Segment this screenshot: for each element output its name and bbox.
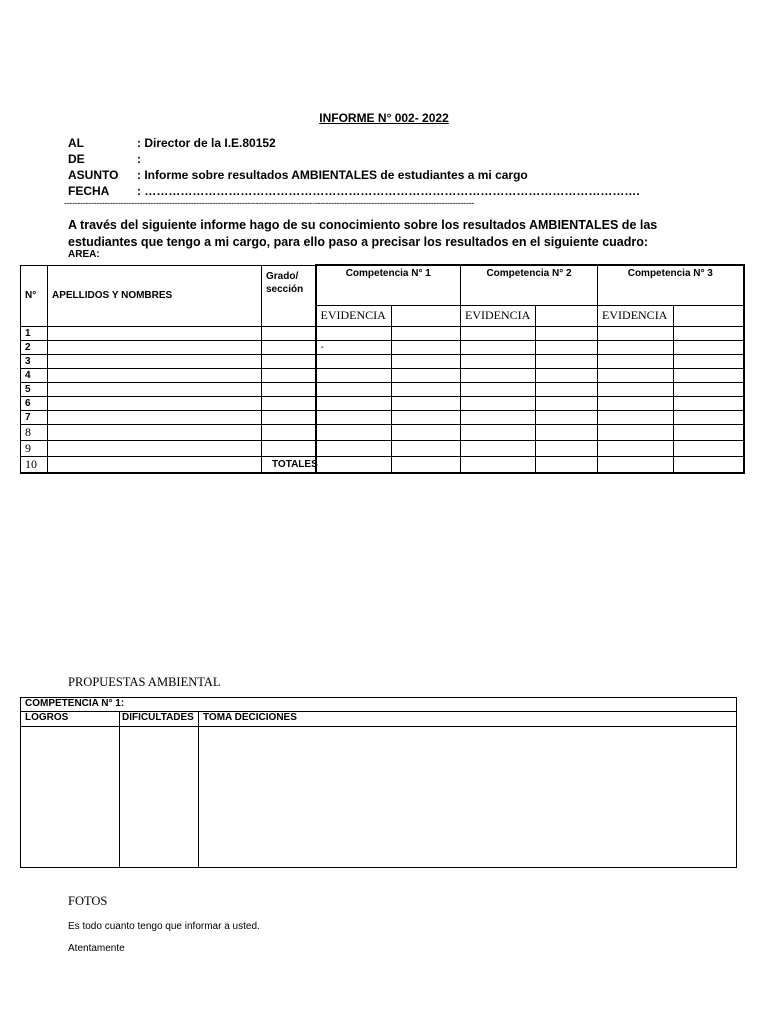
row2-mark: - <box>316 340 392 354</box>
row-number: 8 <box>21 424 48 440</box>
header-label-de: DE <box>68 152 85 166</box>
proposals-table <box>20 697 737 868</box>
results-table <box>20 264 745 474</box>
evidence-label-3: EVIDENCIA <box>598 305 674 326</box>
evidence-label-1: EVIDENCIA <box>316 305 392 326</box>
evidence-cell <box>392 305 461 326</box>
closing-text: Es todo cuanto tengo que informar a usted. <box>68 921 260 932</box>
proposals-competencia: COMPETENCIA N° 1: <box>21 698 737 712</box>
row-number: 2 <box>21 340 48 354</box>
row-number: 4 <box>21 368 48 382</box>
evidence-cell <box>674 305 744 326</box>
table-row <box>21 440 744 456</box>
intro-paragraph: A través del siguiente informe hago de su conocimiento sobre los resultados AMBIENTALES de las estudiantes que tengo a mi cargo, para ello paso a precisar los resultados en el siguiente cuadro: <box>68 218 658 249</box>
separator-line: -------------------------------------------------------------------------------------------------------------------------------------------------------- <box>64 198 474 208</box>
col-header-dificultades: DIFICULTADES <box>120 712 199 727</box>
row-number: 5 <box>21 382 48 396</box>
row-number: 7 <box>21 410 48 424</box>
col-header-toma-decisiones: TOMA DECICIONES <box>199 712 737 727</box>
table-row <box>21 382 744 396</box>
table-row <box>21 340 744 354</box>
signoff-text: Atentamente <box>68 943 125 954</box>
col-header-names: APELLIDOS Y NOMBRES <box>48 265 262 326</box>
toma-decisiones-cell <box>199 727 737 868</box>
row-number: 6 <box>21 396 48 410</box>
fotos-label: FOTOS <box>68 894 108 908</box>
logros-cell <box>21 727 120 868</box>
dificultades-cell <box>120 727 199 868</box>
header-value-de: : <box>137 152 141 166</box>
table-row <box>21 410 744 424</box>
row-number: 1 <box>21 326 48 340</box>
header-value-al: : Director de la I.E.80152 <box>137 136 276 150</box>
col-header-competencia-3: Competencia N° 3 <box>598 265 744 305</box>
row-number: 3 <box>21 354 48 368</box>
col-header-competencia-2: Competencia N° 2 <box>461 265 598 305</box>
header-label-asunto: ASUNTO <box>68 168 119 182</box>
col-header-number: N° <box>21 265 48 326</box>
report-title: INFORME N° 002- 2022 <box>319 111 449 125</box>
header-label-al: AL <box>68 136 84 150</box>
col-header-logros: LOGROS <box>21 712 120 727</box>
table-row <box>21 368 744 382</box>
table-row <box>21 326 744 340</box>
table-row <box>21 424 744 440</box>
col-header-competencia-1: Competencia N° 1 <box>316 265 461 305</box>
header-label-fecha: FECHA <box>68 184 110 198</box>
proposals-title: PROPUESTAS AMBIENTAL <box>68 675 221 689</box>
evidence-cell <box>536 305 598 326</box>
table-row <box>21 354 744 368</box>
row-number: 10 <box>21 456 48 473</box>
row-number: 9 <box>21 440 48 456</box>
area-label: AREA: <box>68 249 100 260</box>
table-row <box>21 396 744 410</box>
table-row <box>21 456 744 473</box>
col-header-grade: Grado/ sección <box>262 265 316 326</box>
evidence-label-2: EVIDENCIA <box>461 305 536 326</box>
header-value-asunto: : Informe sobre resultados AMBIENTALES de estudiantes a mi cargo <box>137 168 528 182</box>
totals-label: TOTALES <box>262 456 316 473</box>
header-value-fecha: : ……………………………………………………………………………………………………………. <box>137 184 640 198</box>
